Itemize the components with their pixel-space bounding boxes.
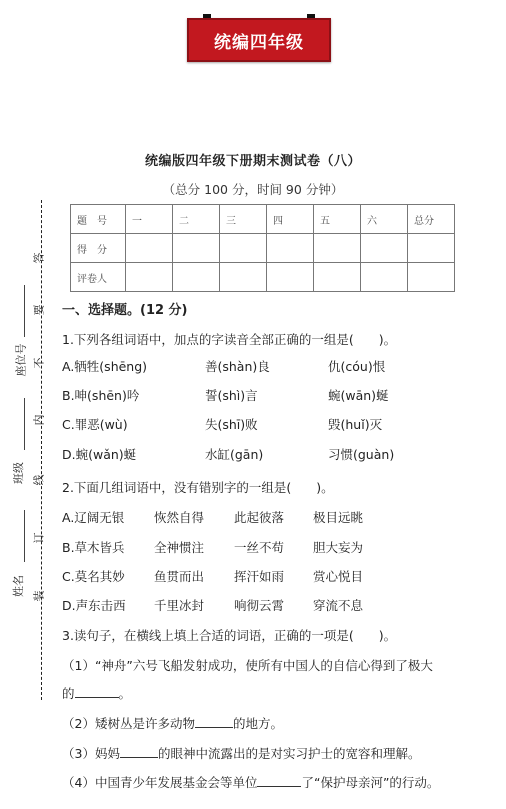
sentence-text: 的 — [62, 686, 75, 701]
table-cell: 评卷人 — [71, 263, 126, 292]
question-stem: 2.下面几组词语中，没有错别字的一组是( )。 — [62, 480, 334, 495]
question-stem: 3.读句子，在横线上填上合适的词语，正确的一项是( )。 — [62, 628, 397, 643]
table-cell: 总分 — [408, 205, 455, 234]
table-cell[interactable] — [314, 234, 361, 263]
name-field[interactable] — [24, 510, 25, 562]
table-row — [71, 234, 455, 263]
option-item: 失(shī)败 — [205, 417, 258, 432]
sentence-text: （4）中国青少年发展基金会等单位 — [62, 775, 258, 790]
table-cell: 三 — [220, 205, 267, 234]
seat-number-label: 座位号 — [14, 343, 28, 377]
margin-mark: 答 — [32, 252, 46, 264]
table-cell: 四 — [267, 205, 314, 234]
binding-line — [41, 200, 42, 700]
sentence-2 — [62, 714, 283, 732]
table-cell: 一 — [126, 205, 173, 234]
margin-mark: 内 — [32, 414, 46, 426]
class-field[interactable] — [24, 398, 25, 450]
option-item: B.呻(shēn)吟 — [62, 388, 140, 403]
table-cell: 题 号 — [71, 205, 126, 234]
sentence-text: 。 — [118, 686, 132, 701]
score-table — [70, 204, 455, 292]
margin-mark: 不 — [32, 357, 46, 369]
question-stem: 1.下列各组词语中，加点的字读音全部正确的一组是( )。 — [62, 332, 397, 347]
option-item: 穿流不息 — [313, 598, 364, 613]
option-item: 善(shàn)良 — [205, 359, 270, 374]
sentence-1-cont — [62, 684, 131, 702]
margin-mark: 线 — [32, 474, 46, 486]
table-cell[interactable] — [361, 263, 408, 292]
option-item: 极目远眺 — [313, 510, 364, 525]
table-cell[interactable] — [126, 234, 173, 263]
option-item: 千里冰封 — [154, 598, 205, 613]
table-cell[interactable] — [220, 263, 267, 292]
table-row — [71, 263, 455, 292]
table-cell: 二 — [173, 205, 220, 234]
class-label: 班级 — [12, 462, 25, 484]
table-cell[interactable] — [126, 263, 173, 292]
option-item: 赏心悦目 — [313, 569, 364, 584]
table-cell[interactable] — [173, 234, 220, 263]
sentence-4 — [62, 773, 439, 791]
option-item: C.罪恶(wù) — [62, 417, 128, 432]
table-cell[interactable] — [267, 263, 314, 292]
sentence-text: 的地方。 — [232, 716, 283, 731]
sentence-text: （2）矮树丛是许多动物 — [62, 716, 195, 731]
margin-mark: 要 — [32, 304, 46, 316]
table-cell[interactable] — [408, 234, 455, 263]
seat-number-field[interactable] — [24, 285, 25, 337]
sentence-text: 了“保护母亲河”的行动。 — [301, 775, 440, 790]
sentence-1: （1）“神舟”六号飞船发射成功，使所有中国人的自信心得到了极大 — [62, 658, 433, 673]
table-cell[interactable] — [173, 263, 220, 292]
table-cell[interactable] — [314, 263, 361, 292]
fill-blank[interactable] — [120, 745, 158, 758]
option-item: A.牺牲(shēng) — [62, 359, 148, 374]
option-item: 此起彼落 — [234, 510, 285, 525]
fill-blank[interactable] — [75, 685, 119, 698]
option-item: 蜿(wān)蜒 — [328, 388, 389, 403]
option-item: 全神惯注 — [154, 540, 205, 555]
table-cell: 六 — [361, 205, 408, 234]
fill-blank[interactable] — [195, 715, 233, 728]
option-item: 誓(shì)言 — [205, 388, 258, 403]
table-cell[interactable] — [361, 234, 408, 263]
option-item: 胆大妄为 — [313, 540, 364, 555]
table-cell[interactable] — [267, 234, 314, 263]
option-item: 恢然自得 — [154, 510, 205, 525]
margin-mark: 订 — [32, 532, 46, 544]
option-item: D.声东击西 — [62, 598, 126, 613]
option-item: A.辽阔无银 — [62, 510, 125, 525]
option-item: 仇(cóu)恨 — [328, 359, 386, 374]
option-item: D.蜿(wǎn)蜒 — [62, 447, 137, 462]
paper-title: 统编版四年级下册期末测试卷（八） — [144, 154, 361, 169]
sentence-3 — [62, 744, 420, 762]
option-item: B.草木皆兵 — [62, 540, 125, 555]
option-item: C.莫名其妙 — [62, 569, 125, 584]
table-cell: 五 — [314, 205, 361, 234]
option-item: 挥汗如雨 — [234, 569, 285, 584]
table-cell: 得 分 — [71, 234, 126, 263]
table-row — [71, 205, 455, 234]
sentence-text: 的眼神中流露出的是对实习护士的宽容和理解。 — [157, 746, 421, 761]
banner — [187, 14, 331, 62]
table-cell[interactable] — [220, 234, 267, 263]
section-heading: 一、选择题。(12 分) — [62, 303, 188, 318]
sentence-text: （3）妈妈 — [62, 746, 120, 761]
name-label: 姓名 — [12, 575, 25, 597]
paper-subtitle: （总分 100 分，时间 90 分钟） — [162, 182, 344, 197]
option-item: 水缸(gān) — [205, 447, 264, 462]
option-item: 鱼贯而出 — [154, 569, 205, 584]
table-cell[interactable] — [408, 263, 455, 292]
option-item: 习惯(guàn) — [328, 447, 395, 462]
fill-blank[interactable] — [257, 774, 301, 787]
option-item: 一丝不苟 — [234, 540, 285, 555]
margin-mark: 装 — [32, 590, 46, 602]
option-item: 响彻云霄 — [234, 598, 285, 613]
option-item: 毁(huǐ)灭 — [328, 417, 383, 432]
banner-label: 统编四年级 — [187, 18, 331, 62]
